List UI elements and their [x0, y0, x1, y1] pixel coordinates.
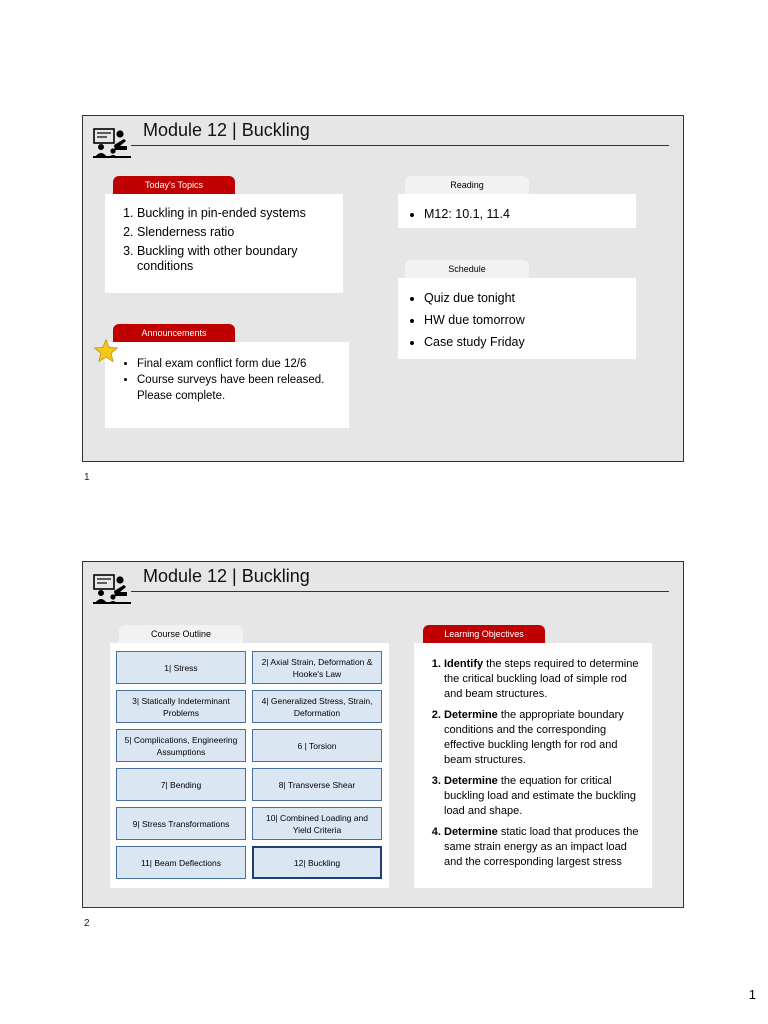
schedule-item: • Case study Friday — [424, 335, 626, 350]
objective-item — [444, 774, 644, 819]
outline-cell: 5| Complications, Engineering Assumptions — [116, 729, 246, 762]
objective-text: the appropriate boundary conditions and the corresponding effective buckling length for rod and beam structures. — [444, 709, 624, 766]
topic-item: 2. Slenderness ratio — [137, 225, 333, 240]
objective-text: static load that produces the same strain energy as an impact load and the corresponding largest stress — [444, 826, 639, 868]
announcement-item: • Final exam conflict form due 12/6 — [137, 356, 339, 372]
outline-cell: 3| Statically Indeterminant Problems — [116, 690, 246, 723]
outline-cell: 2| Axial Strain, Deformation & Hooke's Law — [252, 651, 382, 684]
star-icon — [93, 338, 119, 364]
todays-topics-box — [105, 194, 343, 293]
objective-verb: Determine — [444, 775, 498, 787]
schedule-box — [398, 278, 636, 359]
slide-2 — [82, 561, 684, 908]
reading-tab: Reading — [405, 176, 529, 194]
announcements-tab: Announcements — [113, 324, 235, 342]
outline-cell: 10| Combined Loading and Yield Criteria — [252, 807, 382, 840]
schedule-tab: Schedule — [405, 260, 529, 278]
topics-list — [137, 206, 333, 274]
objective-verb: Identify — [444, 658, 484, 670]
slide-number: 2 — [84, 918, 90, 929]
outline-cell: 6 | Torsion — [252, 729, 382, 762]
slide-title: Module 12 | Buckling — [143, 120, 310, 140]
learning-objectives-tab: Learning Objectives — [423, 625, 545, 643]
schedule-item: • HW due tomorrow — [424, 313, 626, 328]
objective-verb: Determine — [444, 709, 498, 721]
slide-number: 1 — [84, 472, 90, 483]
objective-item — [444, 708, 644, 768]
title-divider — [131, 145, 669, 146]
outline-cell: 11| Beam Deflections — [116, 846, 246, 879]
topic-item: 1. Buckling in pin-ended systems — [137, 206, 333, 221]
announcements-box — [105, 342, 349, 428]
lecture-presenter-icon — [93, 128, 131, 158]
learning-objectives-box — [414, 643, 652, 888]
objective-item — [444, 657, 644, 702]
page-number: 1 — [748, 987, 756, 1002]
objective-verb: Determine — [444, 826, 498, 838]
outline-cell: 9| Stress Transformations — [116, 807, 246, 840]
outline-cell: 7| Bending — [116, 768, 246, 801]
course-outline-tab: Course Outline — [119, 625, 243, 643]
lecture-presenter-icon — [93, 574, 131, 604]
todays-topics-tab: Today's Topics — [113, 176, 235, 194]
outline-cell: 8| Transverse Shear — [252, 768, 382, 801]
outline-cell-current: 12| Buckling — [252, 846, 382, 879]
objectives-list — [444, 657, 644, 870]
reading-item: • M12: 10.1, 11.4 — [424, 207, 626, 221]
outline-cell: 4| Generalized Stress, Strain, Deformation — [252, 690, 382, 723]
title-divider — [131, 591, 669, 592]
topic-item: 3. Buckling with other boundary conditions — [137, 244, 333, 274]
slide-title: Module 12 | Buckling — [143, 566, 310, 586]
schedule-item: • Quiz due tonight — [424, 291, 626, 306]
reading-list — [424, 207, 626, 221]
slide-1 — [82, 115, 684, 462]
schedule-list — [424, 291, 626, 350]
objective-text: the equation for critical buckling load and estimate the buckling load and shape. — [444, 775, 637, 817]
objective-text: the steps required to determine the critical buckling load of simple rod and beam structures. — [444, 658, 639, 700]
course-outline-box — [110, 643, 389, 888]
reading-box — [398, 194, 636, 228]
announcements-list — [137, 356, 339, 404]
announcement-item: • Course surveys have been released. Please complete. — [137, 372, 339, 404]
objective-item — [444, 825, 644, 870]
outline-cell: 1| Stress — [116, 651, 246, 684]
